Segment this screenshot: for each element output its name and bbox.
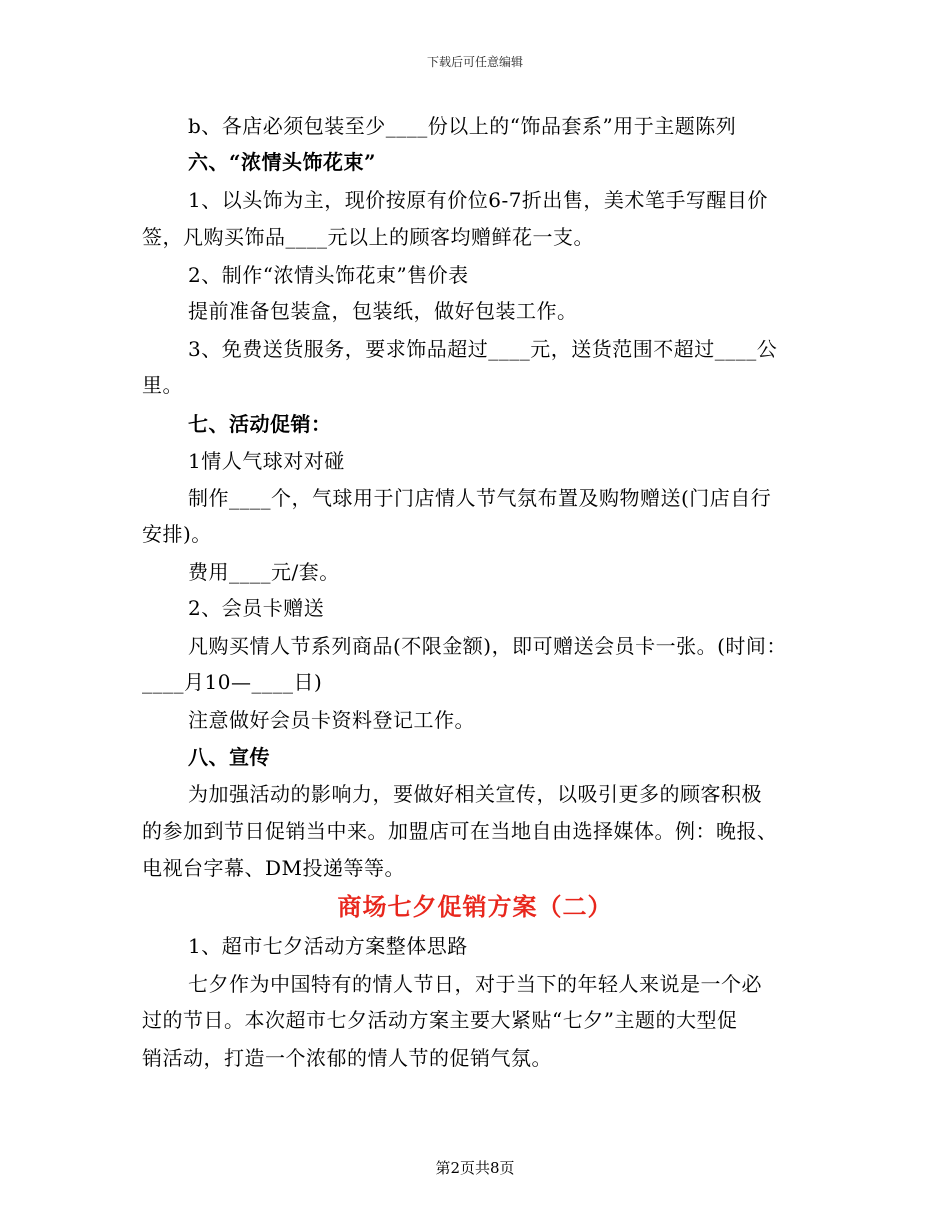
paragraph-line: 1、超市七夕活动方案整体思路 (188, 934, 468, 958)
paragraph-line: 签，凡购买饰品____元以上的顾客均赠鲜花一支。 (142, 225, 594, 249)
paragraph-line: 里。 (142, 373, 183, 397)
paragraph-line: 注意做好会员卡资料登记工作。 (188, 708, 475, 732)
paragraph-line: 为加强活动的影响力，要做好相关宣传，以吸引更多的顾客积极 (188, 782, 762, 806)
paragraph-line: 的参加到节日促销当中来。加盟店可在当地自由选择媒体。例：晚报、 (142, 819, 778, 843)
page-header: 下载后可任意编辑 (426, 55, 523, 69)
paragraph-line: 过的节日。本次超市七夕活动方案主要大紧贴“七夕”主题的大型促 (142, 1008, 738, 1032)
paragraph-line: 凡购买情人节系列商品(不限金额)，即可赠送会员卡一张。(时间： (188, 634, 787, 658)
paragraph-line: 销活动，打造一个浓郁的情人节的促销气氛。 (142, 1046, 552, 1070)
section-heading: 六、“浓情头饰花束” (188, 150, 377, 174)
paragraph-line: 电视台字幕、DM投递等等。 (142, 856, 406, 880)
paragraph-line: 提前准备包装盒，包装纸，做好包装工作。 (188, 299, 578, 323)
paragraph-line: b、各店必须包装至少____份以上的“饰品套系”用于主题陈列 (188, 114, 737, 138)
paragraph-line: 1情人气球对对碰 (188, 449, 345, 473)
paragraph-line: 3、免费送货服务，要求饰品超过____元，送货范围不超过____公 (188, 337, 778, 361)
page-footer: 第2页共8页 (435, 1159, 515, 1177)
paragraph-line: 七夕作为中国特有的情人节日，对于当下的年轻人来说是一个必 (188, 972, 762, 996)
document-title: 商场七夕促销方案（二） (337, 892, 613, 921)
paragraph-line: 制作____个，气球用于门店情人节气氛布置及购物赠送(门店自行 (188, 486, 772, 510)
paragraph-line: ____月10—____日) (142, 670, 323, 694)
paragraph-line: 费用____元/套。 (188, 560, 340, 584)
section-heading: 七、活动促销： (188, 412, 332, 436)
paragraph-line: 2、会员卡赠送 (188, 596, 325, 620)
section-heading: 八、宣传 (188, 745, 270, 769)
paragraph-line: 安排)。 (142, 522, 212, 546)
paragraph-line: 1、以头饰为主，现价按原有价位6-7折出售，美术笔手写醒目价 (188, 188, 768, 212)
paragraph-line: 2、制作“浓情头饰花束”售价表 (188, 263, 469, 287)
